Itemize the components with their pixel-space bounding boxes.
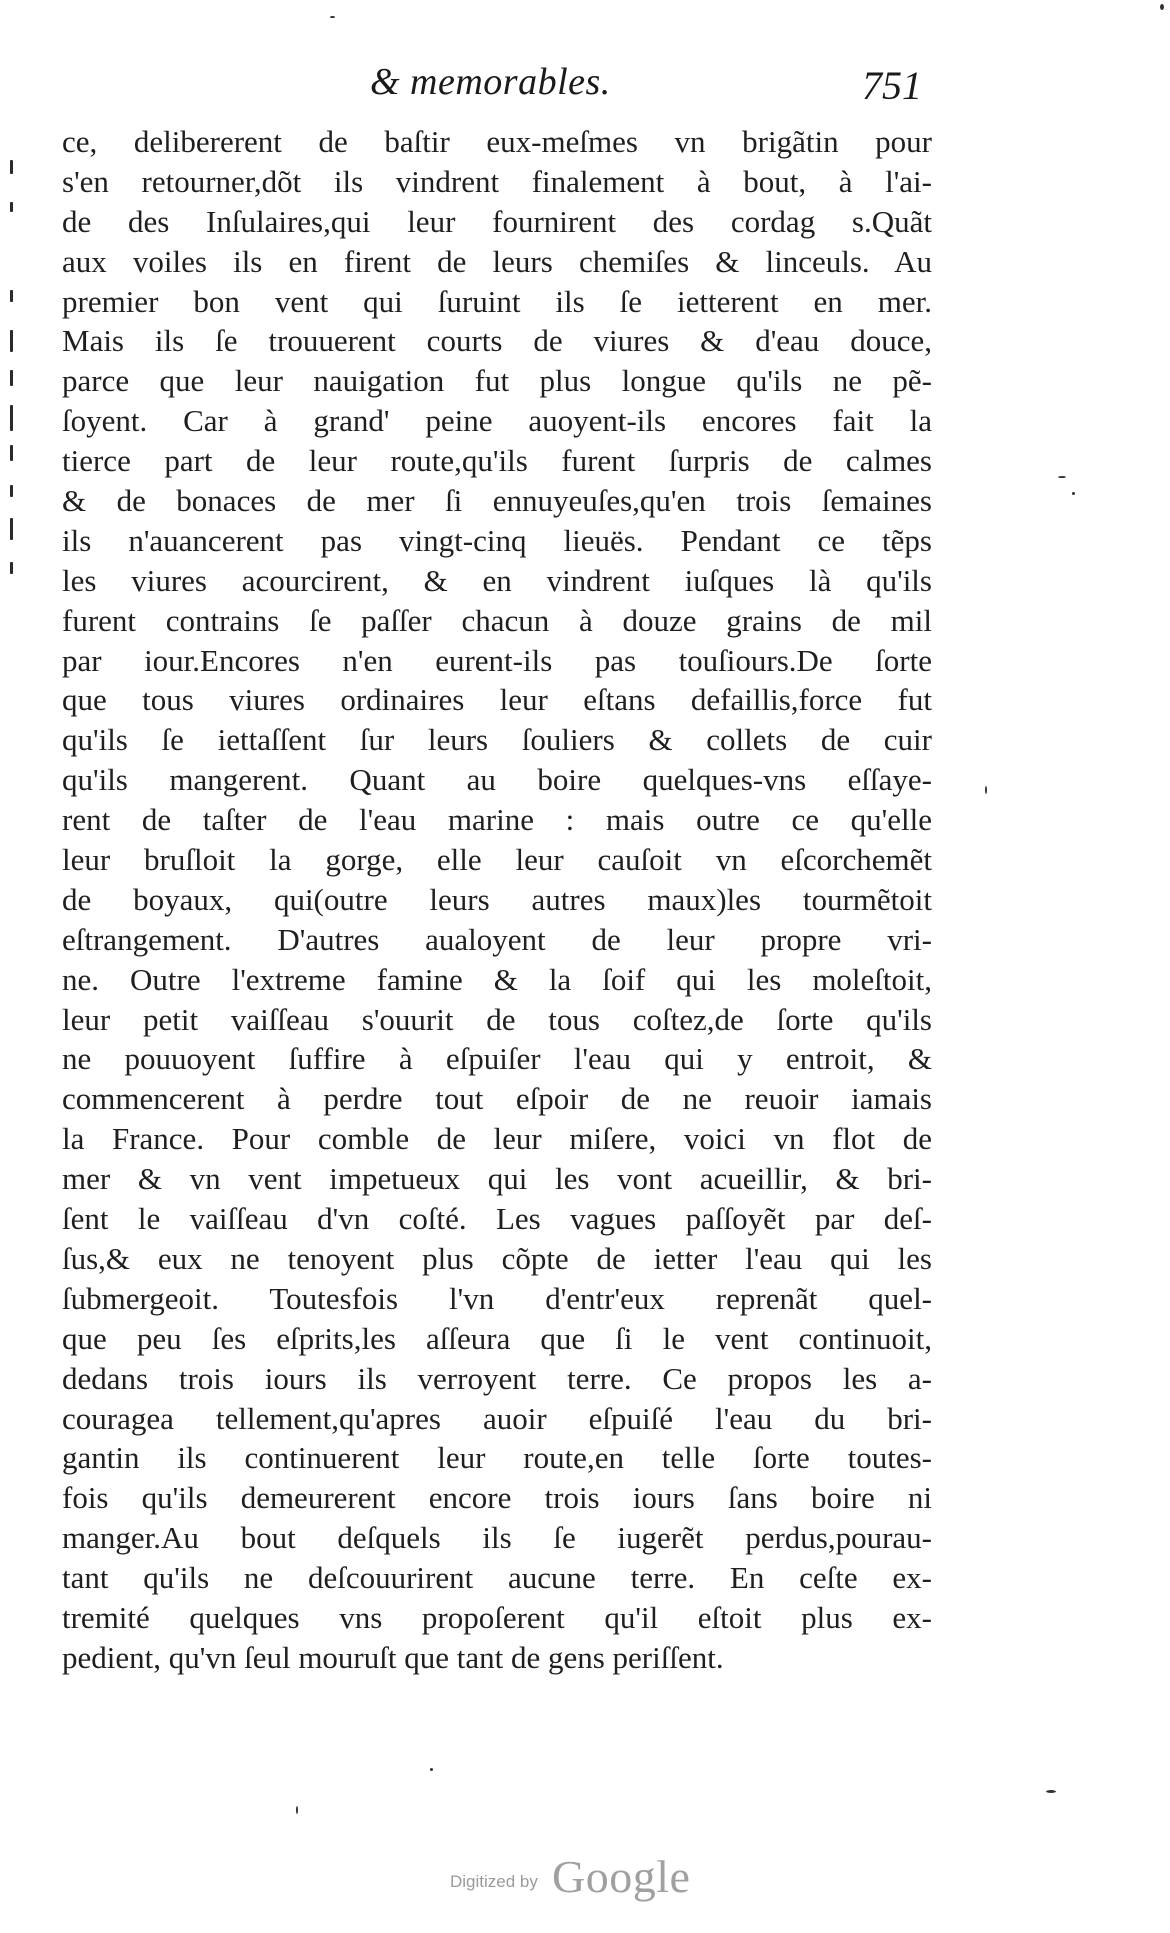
ink-speck [1058,476,1066,478]
ink-speck [330,16,335,18]
text-line: leur bruſloit la gorge, elle leur cauſoit vn eſcorchemẽt [62,842,932,878]
text-line: ce, delibererent de baſtir eux-meſmes vn brigãtin pour [62,124,932,159]
text-line: ſoyent. Car à grand' peine auoyent-ils encores fait la [62,403,932,439]
text-line: ils n'auancerent pas vingt-cinq lieuës. Pendant ce tẽps [62,522,932,558]
digitized-by-label: Digitized by [450,1872,538,1891]
text-line: manger.Au bout deſquels ils ſe iugerẽt perdus,pourau- [62,1520,932,1556]
text-line: tremité quelques vns propoſerent qu'il eſtoit plus ex- [62,1599,932,1635]
page-number: 751 [862,63,922,108]
text-line: parce que leur nauigation fut plus longue qu'ils ne pẽ- [62,363,932,399]
text-line: s'en retourner,dõt ils vindrent finalement à bout, à l'ai- [62,163,932,199]
ink-speck [1072,492,1075,495]
text-line: dedans trois iours ils verroyent terre. Ce propos les a- [62,1360,932,1396]
text-line: de des Inſulaires,qui leur fournirent des cordag s.Quãt [62,203,932,239]
ink-speck [296,1806,298,1814]
text-line: Mais ils ſe trouuerent courts de viures & d'eau douce, [62,323,932,359]
body-text [62,122,932,1678]
text-line: aux voiles ils en firent de leurs chemiſes & linceuls. Au [62,243,932,279]
text-line: & de bonaces de mer ſi ennuyeuſes,qu'en trois ſemaines [62,483,932,519]
text-line: qu'ils ſe iettaſſent ſur leurs ſouliers & collets de cuir [62,722,932,758]
text-line: premier bon vent qui ſuruint ils ſe ietterent en mer. [62,283,932,319]
text-line: furent contrains ſe paſſer chacun à douze grains de mil [62,602,932,638]
text-line: commencerent à perdre tout eſpoir de ne reuoir iamais [62,1081,932,1117]
text-line: gantin ils continuerent leur route,en telle ſorte toutes- [62,1440,932,1476]
text-line: tierce part de leur route,qu'ils furent ſurpris de calmes [62,443,932,479]
ink-speck [985,786,987,794]
text-line: leur petit vaiſſeau s'ouurit de tous coſtez,de ſorte qu'ils [62,1001,932,1037]
text-line: la France. Pour comble de leur miſere, voici vn flot de [62,1121,932,1157]
text-line: ne pouuoyent ſuffire à eſpuiſer l'eau qui y entroit, & [62,1041,932,1077]
text-line: ſent le vaiſſeau d'vn coſté. Les vagues paſſoyẽt par deſ- [62,1201,932,1237]
text-line: les viures acourcirent, & en vindrent iuſques là qu'ils [62,562,932,598]
text-line: mer & vn vent impetueux qui les vont acueillir, & bri- [62,1161,932,1197]
google-wordmark: Google [552,1851,691,1902]
text-line: ne. Outre l'extreme famine & la ſoif qui les moleſtoit, [62,961,932,997]
text-line: qu'ils mangerent. Quant au boire quelques-vns eſſaye- [62,762,932,798]
text-line: ſus,& eux ne tenoyent plus cõpte de ietter l'eau qui les [62,1240,932,1276]
ink-speck [430,1768,433,1771]
text-line: que tous viures ordinaires leur eſtans defaillis,force fut [62,682,932,718]
text-line: pedient, qu'vn ſeul mouruſt que tant de gens periſſent. [62,1639,724,1675]
text-line: ſubmergeoit. Toutesfois l'vn d'entr'eux reprenãt quel- [62,1280,932,1316]
text-line: eſtrangement. D'autres aualoyent de leur propre vri- [62,921,932,957]
text-line: fois qu'ils demeurerent encore trois iours ſans boire ni [62,1480,932,1516]
text-line: rent de taſter de l'eau marine : mais outre ce qu'elle [62,802,932,838]
ink-speck [1046,1790,1056,1793]
text-line: que peu ſes eſprits,les aſſeura que ſi le vent continuoit, [62,1320,932,1356]
ink-speck [1160,4,1164,10]
left-margin-marks [6,150,20,590]
text-line: couragea tellement,qu'apres auoir eſpuiſé l'eau du bri- [62,1400,932,1436]
digitization-watermark [440,1850,760,1910]
text-line: tant qu'ils ne deſcouurirent aucune terre. En ceſte ex- [62,1560,932,1596]
page-header [0,60,1170,120]
text-line: de boyaux, qui(outre leurs autres maux)les tourmẽtoit [62,881,932,917]
running-head: & memorables. [370,61,611,103]
text-line: par iour.Encores n'en eurent-ils pas touſiours.De ſorte [62,642,932,678]
